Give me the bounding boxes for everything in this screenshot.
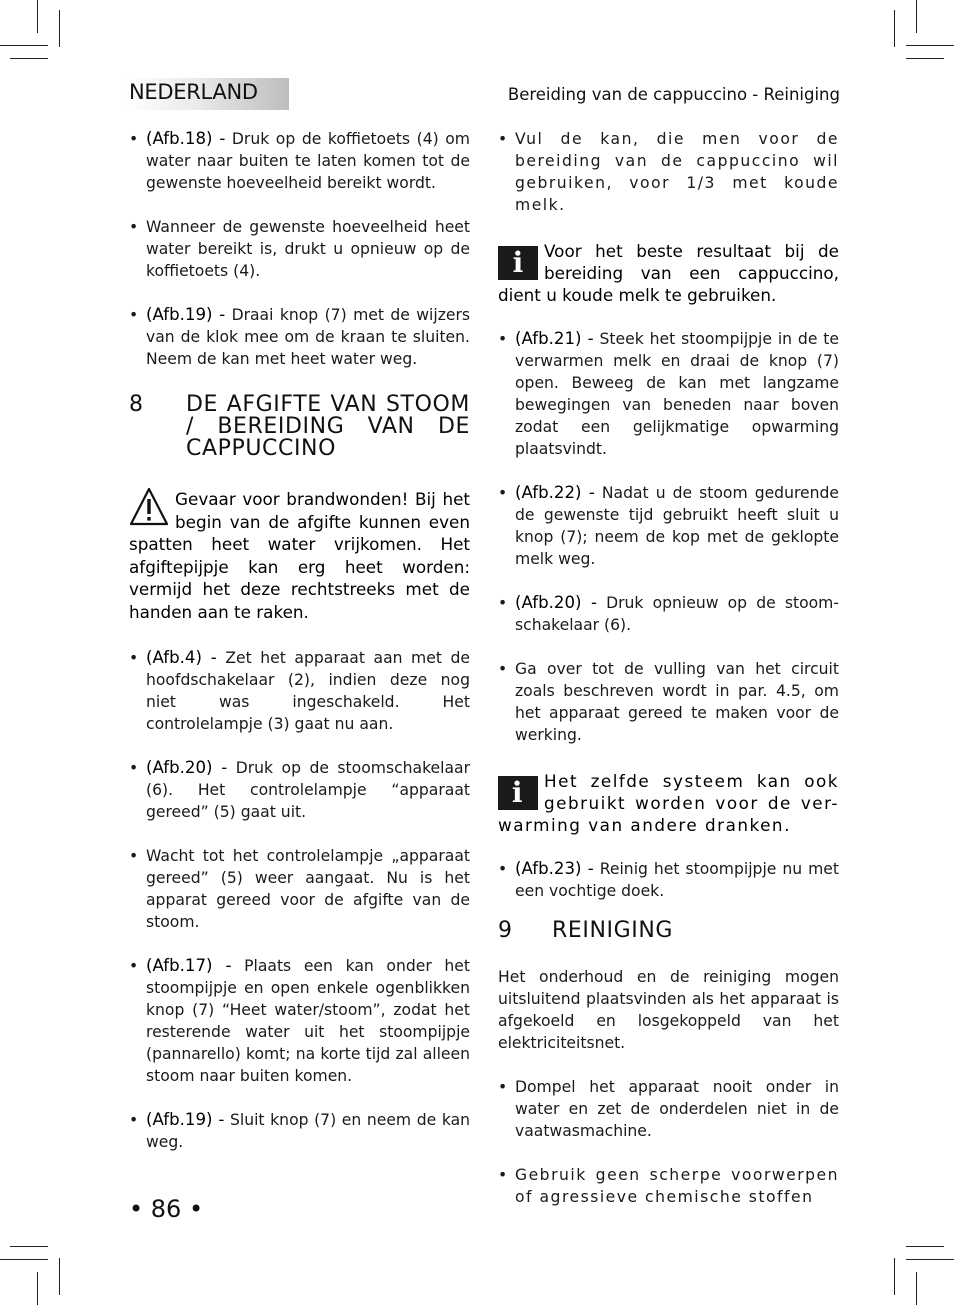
figure-ref: (Afb.20) - [146,758,228,777]
item-text: Zet het apparaat aan met de hoofdschakelaar (2), indien deze nog niet was ingeschakeld. Het controlelampje (3) gaat nu aan. [146,649,470,733]
crop-mark [0,45,48,46]
item-text: Gebruik geen scherpe voorwerpen of agressieve chemische stoffen [515,1166,839,1206]
crop-mark [37,0,38,33]
bullet: • [498,1078,508,1096]
figure-ref: (Afb.21) - [515,329,594,348]
item-text: Druk op de koffietoets (4) om water naar buiten te laten komen tot de gewenste hoeveelheid bereikt wordt. [146,130,470,192]
list-item [498,328,839,460]
bullet: • [498,1166,509,1184]
item-text: Druk opnieuw op de stoom-schakelaar (6). [515,594,839,634]
crop-mark [59,10,60,47]
section-title: DE AFGIFTE VAN STOOM / BEREIDING VAN DE CAPPUCCINO [186,392,470,461]
crop-mark [10,58,48,59]
item-text: Wanneer de gewenste hoeveelheid heet water bereikt is, drukt u opnieuw op de koffietoets (4). [146,218,470,280]
list-item [129,216,470,282]
list-item [498,658,839,746]
list-item [129,1109,470,1153]
section-number: 8 [129,392,143,417]
list-item [129,128,470,194]
item-text: Nadat u de stoom gedurende de gewenste tijd gebruikt heeft sluit u knop (7); neem de kop met de geklopte melk weg. [515,484,840,568]
bullet: • [498,860,508,878]
bullet: • [498,484,508,502]
bullet: • [129,306,139,324]
bullet: • [498,594,508,612]
list-item [129,955,470,1087]
list-item [498,128,839,216]
list-item [498,1076,839,1142]
left-column [129,128,470,1153]
section-heading-9 [498,920,839,942]
crop-mark [916,1272,917,1305]
list-item [498,1164,839,1208]
figure-ref: (Afb.19) - [146,305,226,324]
crop-mark [894,10,895,47]
figure-ref: (Afb.23) - [515,859,594,878]
bullet: • [129,218,139,236]
language-label: NEDERLAND [129,80,258,104]
info-text: Het zelfde systeem kan ook gebruikt worden voor de ver-warming van andere dranken. [498,771,839,835]
info-icon: i [498,246,538,280]
figure-ref: (Afb.22) - [515,483,595,502]
item-text: Reinig het stoompijpje nu met een vochtige doek. [515,860,839,900]
list-item [129,845,470,933]
right-column [498,128,839,1208]
section-header-title: Bereiding van de cappuccino - Reiniging [507,85,840,104]
list-item [129,304,470,370]
list-item [129,757,470,823]
warning-box [129,488,470,623]
section-heading-8 [129,394,470,460]
bullet: • [129,847,139,865]
item-text: Dompel het apparaat nooit onder in water en zet de onderdelen niet in de vaatwasmachine. [515,1078,839,1140]
page-number: • 86 • [129,1195,204,1223]
list-item [498,482,839,570]
crop-mark [906,1259,954,1260]
info-icon: i [498,776,538,810]
crop-mark [59,1258,60,1295]
section-number: 9 [498,918,512,943]
crop-mark [906,1246,944,1247]
info-box [498,240,839,306]
list-item [498,592,839,636]
bullet: • [498,660,508,678]
info-box [498,770,839,836]
crop-mark [0,1259,48,1260]
section-title: REINIGING [552,918,674,943]
item-text: Sluit knop (7) en neem de kan weg. [146,1111,471,1151]
warning-text: Gevaar voor brandwonden! Bij het begin van de afgifte kunnen even spatten heet water vrijkomen. Het afgiftepijpje kan erg heet worden: vermijd het deze rechtstreeks met de handen aan te raken. [129,489,470,622]
item-text: Draai knop (7) met de wijzers van de klok mee om de kraan te sluiten. Neem de kan met heet water weg. [146,306,471,368]
item-text: Ga over tot de vulling van het circuit zoals beschreven wordt in par. 4.5, om het apparaat gereed te maken voor de werking. [515,660,839,744]
bullet: • [129,759,139,777]
figure-ref: (Afb.4) - [146,648,217,667]
paragraph: Het onderhoud en de reiniging mogen uitsluitend plaatsvinden als het apparaat is afgekoeld en losgekoppeld van het elektriciteitsnet. [498,968,839,1052]
bullet: • [129,1111,139,1129]
figure-ref: (Afb.20) - [515,593,597,612]
figure-ref: (Afb.18) - [146,129,226,148]
info-text: Voor het beste resultaat bij de bereiding van een cappuccino, dient u koude melk te gebruiken. [498,241,839,305]
crop-mark [916,0,917,33]
bullet: • [129,957,139,975]
list-item [498,858,839,902]
item-text: Druk op de stoomschakelaar (6). Het controlelampje “apparaat gereed” (5) gaat uit. [146,759,471,821]
figure-ref: (Afb.17) - [146,956,232,975]
item-text: Wacht tot het controlelampje „apparaat gereed” (5) weer aangaat. Nu is het apparat gereed voor de afgifte van de stoom. [146,847,470,931]
bullet: • [498,130,509,148]
item-text: Steek het stoompijpje in de te verwarmen melk en draai de knop (7) open. Beweeg de kan met langzame bewegingen van beneden naar boven zodat een gelijkmatige opwarming plaatsvindt. [515,330,839,458]
crop-mark [10,1246,48,1247]
crop-mark [37,1272,38,1305]
crop-mark [906,45,954,46]
crop-mark [906,58,944,59]
item-text: Plaats een kan onder het stoompijpje en open enkele ogenblikken knop (7) “Heet water/stoom”, zodat het resterende water uit het stoompijpje (pannarello) komt; na korte tijd zal alleen stoom naar buiten komen. [146,957,470,1085]
item-text: Vul de kan, die men voor de bereiding van de cappuccino wil gebruiken, voor 1/3 met koude melk. [515,130,839,214]
bullet: • [498,330,508,348]
bullet: • [129,649,139,667]
crop-mark [894,1258,895,1295]
figure-ref: (Afb.19) - [146,1110,225,1129]
bullet: • [129,130,139,148]
list-item [129,647,470,735]
warning-triangle-icon [129,486,169,528]
